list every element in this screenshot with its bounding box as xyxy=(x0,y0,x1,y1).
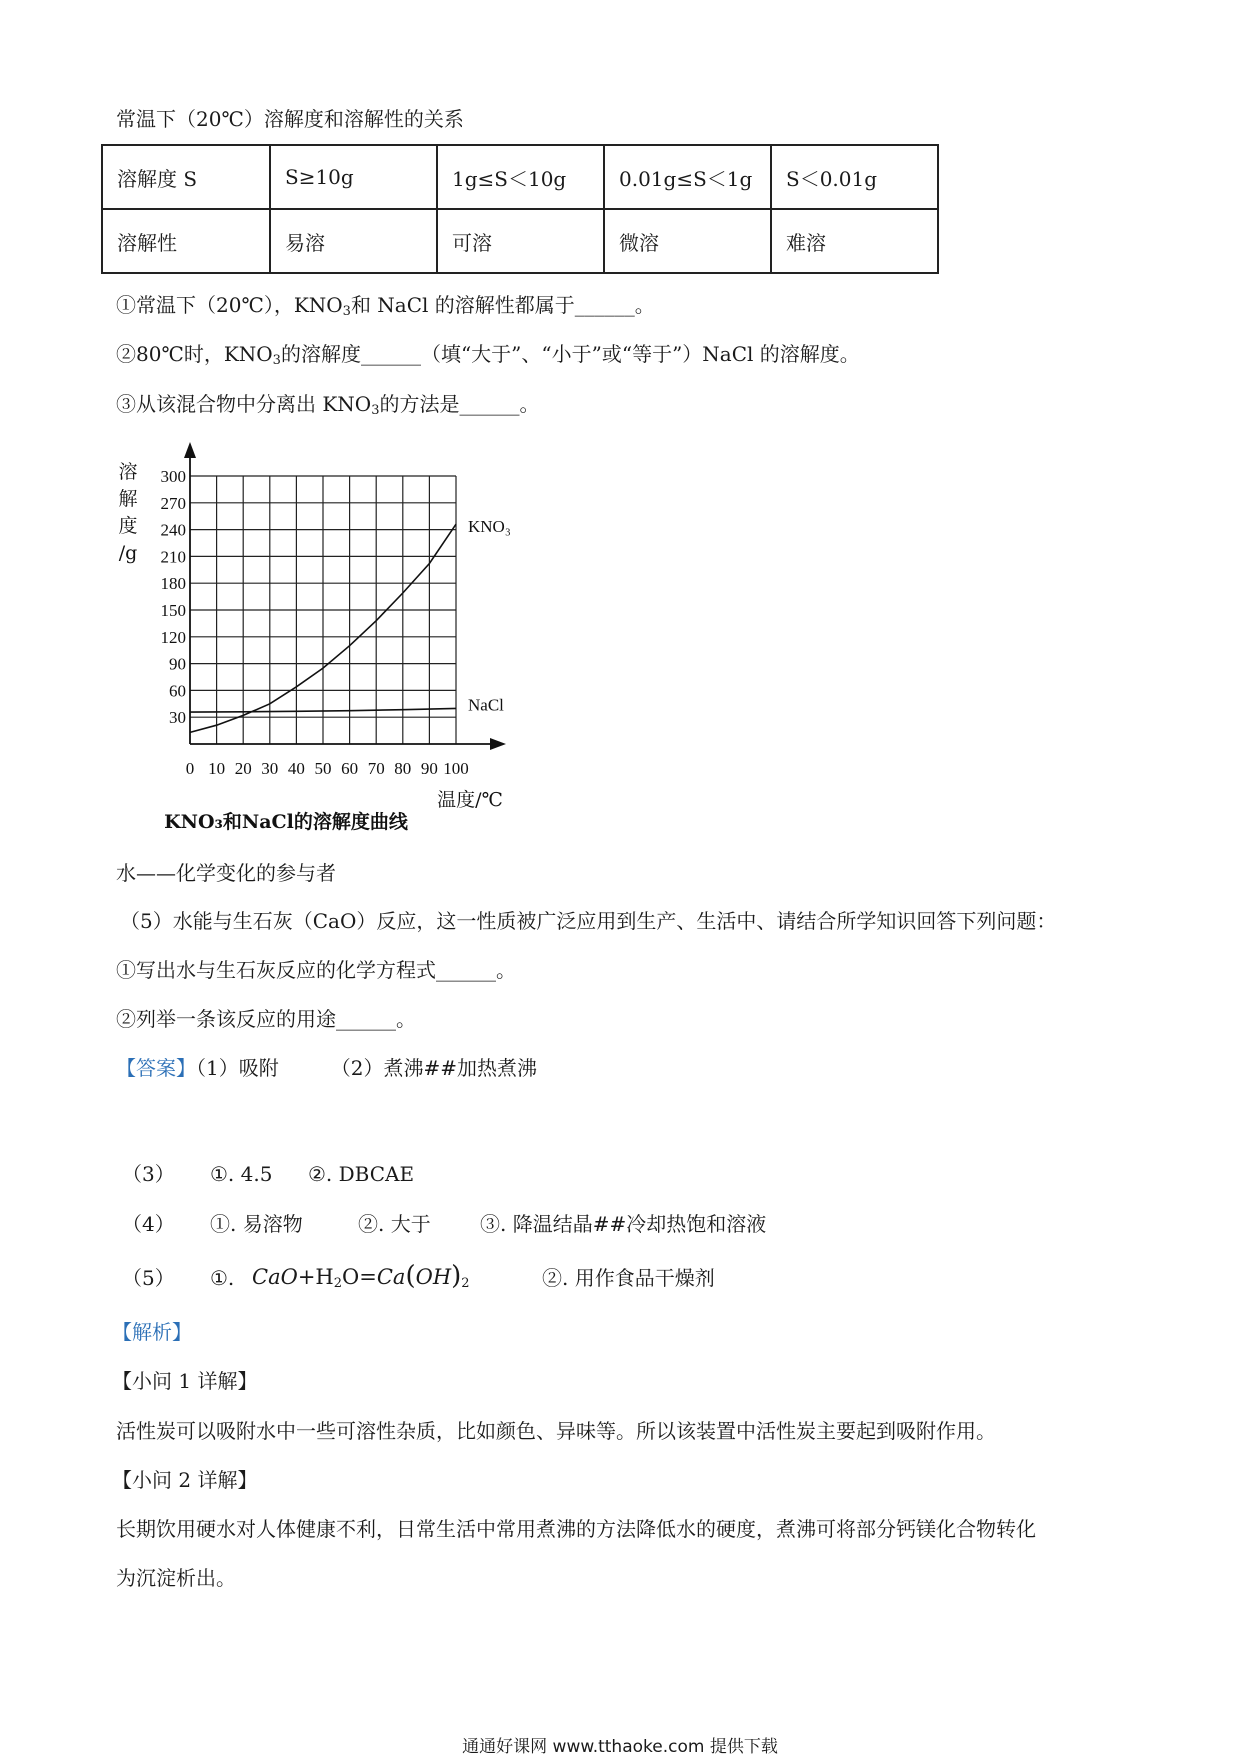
answer-part: ②. DBCAE xyxy=(308,1162,415,1186)
table-cell: 可溶 xyxy=(437,209,604,273)
sub2-title: 【小问 2 详解】 xyxy=(112,1468,258,1492)
subscript: 2 xyxy=(333,1276,343,1291)
x-tick-label: 100 xyxy=(443,759,469,778)
eq-term: H xyxy=(315,1265,334,1289)
y-tick-label: 30 xyxy=(169,708,186,728)
q-text: ②80℃时，KNO xyxy=(116,342,273,366)
chart-title: KNO₃和NaCl的溶解度曲线 xyxy=(164,811,408,833)
y-tick-label: 120 xyxy=(160,627,186,647)
question-4-3 xyxy=(116,391,539,424)
answer-line xyxy=(116,1055,537,1081)
y-tick-label: 150 xyxy=(160,601,186,620)
question-5-1: ①写出水与生石灰反应的化学方程式______。 xyxy=(116,958,516,982)
analysis-label: 【解析】 xyxy=(112,1320,192,1344)
x-axis-label: 温度/℃ xyxy=(437,789,503,811)
question-5-2: ②列举一条该反应的用途______。 xyxy=(116,1007,416,1031)
footer: 通通好课网 www.tthaoke.com 提供下载 xyxy=(462,1737,778,1757)
x-tick-label: 20 xyxy=(234,759,252,778)
q-text: 的溶解度______（填“大于”、“小于”或“等于”）NaCl 的溶解度。 xyxy=(280,342,860,366)
sub2-text-line1: 长期饮用硬水对人体健康不利，日常生活中常用煮沸的方法降低水的硬度，煮沸可将部分钙镁化合物转化 xyxy=(116,1517,1036,1541)
answer-part: ③. 降温结晶##冷却热饱和溶液 xyxy=(480,1212,767,1236)
question-4-2 xyxy=(116,341,860,374)
q-text: ③从该混合物中分离出 KNO xyxy=(116,392,372,416)
x-tick-label: 80 xyxy=(394,759,412,778)
y-tick-label: 60 xyxy=(169,681,186,701)
answer-5 xyxy=(122,1261,715,1291)
x-tick-label: 10 xyxy=(208,759,226,778)
table-cell: 微溶 xyxy=(604,209,771,273)
subscript: 3 xyxy=(342,304,351,319)
answer-3 xyxy=(122,1161,415,1187)
x-axis-arrow xyxy=(490,738,506,750)
x-tick-label: 50 xyxy=(314,759,332,778)
answer-part: ①. 4.5 xyxy=(210,1162,273,1186)
y-axis-label: /g xyxy=(118,542,138,564)
solubility-chart xyxy=(110,436,530,836)
y-tick-label: 210 xyxy=(160,547,186,567)
eq-term: O xyxy=(342,1265,360,1289)
chemical-equation xyxy=(252,1263,470,1297)
answer-part: ①. 易溶物 xyxy=(210,1212,303,1236)
table-cell: 溶解性 xyxy=(102,209,270,273)
question-5-intro: （5）水能与生石灰（CaO）反应，这一性质被广泛应用到生产、生活中、请结合所学知识回答下列问题： xyxy=(120,909,1057,933)
paren-open: ( xyxy=(405,1261,416,1291)
y-axis-label: 度 xyxy=(118,515,138,537)
answer-part: ②. 大于 xyxy=(358,1212,431,1236)
solubility-table xyxy=(101,144,939,274)
answer-1: （1）吸附 xyxy=(196,1056,279,1080)
table-cell: S＜0.01g xyxy=(771,145,938,209)
sub1-title: 【小问 1 详解】 xyxy=(112,1369,258,1393)
series-label: NaCl xyxy=(468,695,504,715)
subscript: 3 xyxy=(272,353,281,368)
x-tick-label: 30 xyxy=(261,759,279,778)
table-cell: 溶解度 S xyxy=(102,145,270,209)
subscript: 3 xyxy=(371,403,380,418)
y-tick-label: 240 xyxy=(160,520,186,540)
answer-num: （3） xyxy=(122,1162,175,1186)
q-text: 和 NaCl 的溶解性都属于______。 xyxy=(350,293,655,317)
answer-label: 【答案】 xyxy=(116,1056,196,1080)
eq-term: Ca xyxy=(376,1265,406,1289)
table-row xyxy=(102,209,938,273)
answer-part: ①. xyxy=(210,1266,235,1290)
eq-op: = xyxy=(359,1265,377,1289)
y-axis-label: 解 xyxy=(118,488,138,510)
x-tick-label: 40 xyxy=(287,759,305,778)
paren-close: ) xyxy=(451,1261,462,1291)
x-tick-label: 90 xyxy=(420,759,438,778)
series-label: KNO₃ xyxy=(468,517,511,537)
y-axis-label: 溶 xyxy=(118,461,138,483)
eq-term: OH xyxy=(415,1265,452,1289)
x-tick-label: 60 xyxy=(341,759,359,778)
sub1-text: 活性炭可以吸附水中一些可溶性杂质，比如颜色、异味等。所以该装置中活性炭主要起到吸附作用。 xyxy=(116,1419,996,1443)
table-row xyxy=(102,145,938,209)
eq-op: + xyxy=(297,1265,316,1289)
table-title: 常温下（20℃）溶解度和溶解性的关系 xyxy=(116,107,464,131)
sub2-text-line2: 为沉淀析出。 xyxy=(116,1566,236,1590)
y-tick-label: 300 xyxy=(160,467,186,486)
answer-part: ②. 用作食品干燥剂 xyxy=(542,1266,715,1290)
y-tick-label: 270 xyxy=(160,493,186,513)
y-axis-arrow xyxy=(184,442,196,458)
y-tick-label: 180 xyxy=(160,574,186,594)
question-4-1 xyxy=(116,292,655,325)
y-tick-label: 90 xyxy=(169,654,186,674)
table-cell: 难溶 xyxy=(771,209,938,273)
table-cell: S≥10g xyxy=(270,145,437,209)
eq-term: CaO xyxy=(252,1265,298,1289)
x-tick-label: 0 xyxy=(185,759,195,778)
table-cell: 0.01g≤S＜1g xyxy=(604,145,771,209)
answer-4 xyxy=(122,1211,767,1237)
answer-num: （4） xyxy=(122,1212,175,1236)
answer-2: （2）煮沸##加热煮沸 xyxy=(330,1056,537,1080)
section-title: 水——化学变化的参与者 xyxy=(116,861,336,885)
q-text: 的方法是______。 xyxy=(379,392,540,416)
table-cell: 易溶 xyxy=(270,209,437,273)
subscript: 2 xyxy=(461,1276,470,1291)
q-text: ①常温下（20℃），KNO xyxy=(116,293,343,317)
x-tick-label: 70 xyxy=(367,759,385,778)
answer-num: （5） xyxy=(122,1266,175,1290)
table-cell: 1g≤S＜10g xyxy=(437,145,604,209)
